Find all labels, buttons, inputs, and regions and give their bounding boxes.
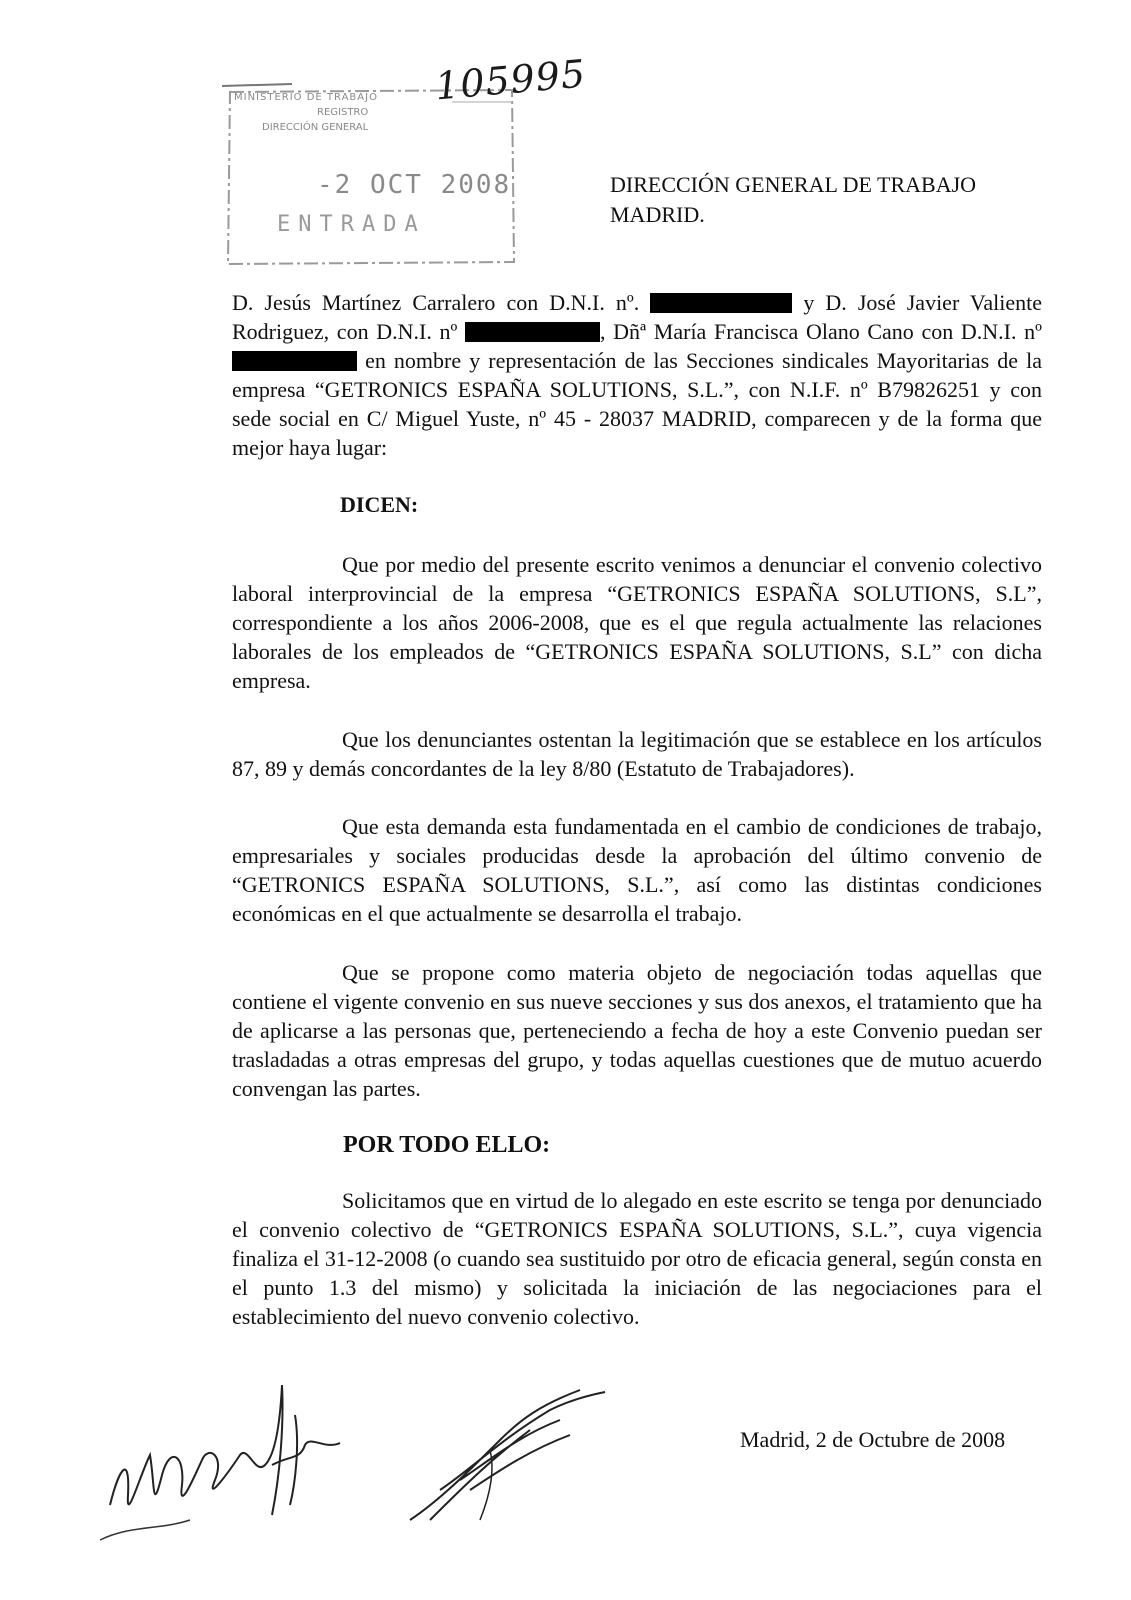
paragraph-1: Que por medio del presente escrito venimos a denunciar el convenio colectivo laboral interprovincial de la empresa “GETRONICS ESPAÑA SOLUTIONS, S.L”, correspondiente a los años 2006-2008, que es el que regula actualmente las relaciones laborales de los empleados de “GETRONICS ESPAÑA SOLUTIONS, S.L” con dicha empresa. bbox=[232, 552, 1042, 693]
stamp-direction-text: DIRECCIÓN GENERAL bbox=[262, 122, 369, 133]
intro-part-1: D. Jesús Martínez Carralero con D.N.I. nº. bbox=[232, 290, 640, 315]
handwritten-registry-number: 105995 bbox=[433, 51, 588, 109]
section-heading-por-todo-ello: POR TODO ELLO: bbox=[343, 1132, 551, 1158]
intro-part-3: , Dñª María Francisca Olano Cano con D.N.I. nº bbox=[600, 319, 1042, 344]
section-heading-dicen: DICEN: bbox=[340, 492, 419, 517]
paragraph-3: Que esta demanda esta fundamentada en el cambio de condiciones de trabajo, empresariales y sociales producidas desde la aprobación del último convenio de “GETRONICS ESPAÑA SOLUTIONS, S.L.”, así como las distintas condiciones económicas en el que actualmente se desarrolla el trabajo. bbox=[232, 814, 1042, 926]
recipient-heading bbox=[610, 170, 976, 230]
closing-paragraph: Solicitamos que en virtud de lo alegado en este escrito se tenga por denunciado el convenio colectivo de “GETRONICS ESPAÑA SOLUTIONS, S.L.”, cuya vigencia finaliza el 31-12-2008 (o cuando sea sustituido por otro de eficacia general, según consta en el punto 1.3 del mismo) y solicitada la iniciación de las negociaciones para el establecimiento del nuevo convenio colectivo. bbox=[232, 1188, 1042, 1329]
stamp-registry-text: REGISTRO bbox=[317, 107, 369, 118]
paragraph-4: Que se propone como materia objeto de negociación todas aquellas que contiene el vigente convenio en sus nueve secciones y sus dos anexos, el tratamiento que ha de aplicarse a las personas que, perteneciendo a fecha de hoy a este Convenio puedan ser trasladadas a otras empresas del grupo, y todas aquellas cuestiones que de mutuo acuerdo convengan las partes. bbox=[232, 960, 1042, 1101]
recipient-line-2: MADRID. bbox=[610, 202, 705, 227]
intro-part-4: en nombre y representación de las Secciones sindicales Mayoritarias de la empresa “GETRONICS ESPAÑA SOLUTIONS, S.L.”, con N.I.F. nº B79826251 y con sede social en C/ Miguel Yuste, nº 45 - 28037 MADRID, comparecen y de la forma que mejor haya lugar: bbox=[232, 348, 1043, 460]
recipient-line-1: DIRECCIÓN GENERAL DE TRABAJO bbox=[610, 172, 977, 197]
stamp-date: -2 OCT 2008 bbox=[317, 170, 512, 200]
redaction-box bbox=[650, 293, 792, 313]
intro-part-2: y D. José Javier Valiente Rodriguez, con D.N.I. nº bbox=[232, 290, 1042, 344]
registry-stamp bbox=[222, 82, 522, 272]
redaction-box bbox=[232, 351, 357, 371]
intro-paragraph bbox=[232, 288, 1042, 462]
stamp-entrada: ENTRADA bbox=[277, 212, 426, 237]
stamp-ministry-text: MINISTERIO DE TRABAJO bbox=[234, 92, 378, 103]
date-line: Madrid, 2 de Octubre de 2008 bbox=[740, 1427, 1006, 1452]
paragraph-2: Que los denunciantes ostentan la legitimación que se establece en los artículos 87, 89 y demás concordantes de la ley 8/80 (Estatuto de Trabajadores). bbox=[232, 727, 1042, 781]
signature-1 bbox=[90, 1355, 360, 1545]
redaction-box bbox=[465, 322, 600, 342]
signature-2 bbox=[400, 1380, 620, 1530]
